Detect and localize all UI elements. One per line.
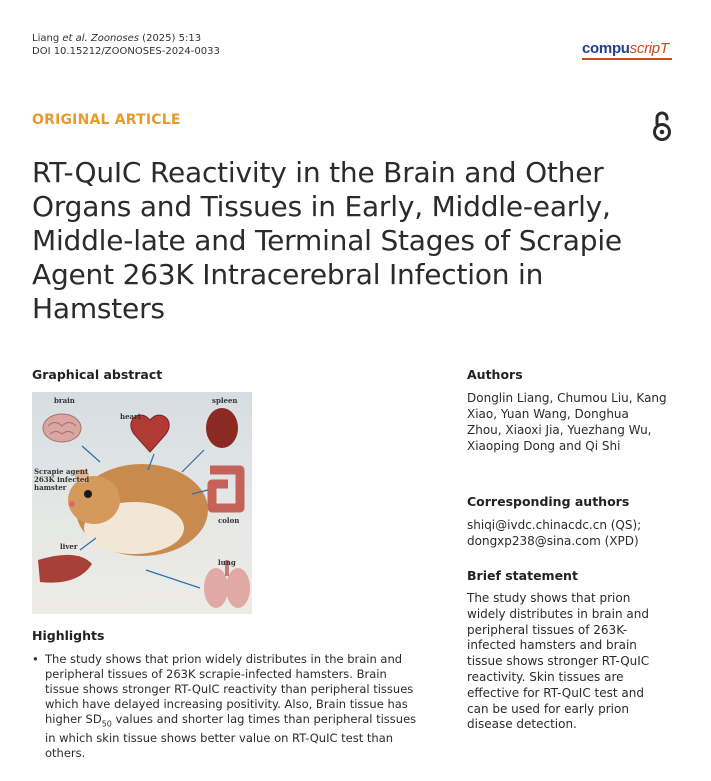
highlights-heading: Highlights — [32, 628, 105, 643]
liver-illustration — [38, 555, 92, 583]
colon-illustration — [210, 470, 240, 508]
citation-block — [32, 32, 220, 58]
label-scrapie-agent: Scrapie agent 263K infected hamster — [34, 467, 90, 492]
corresponding-heading: Corresponding authors — [467, 494, 630, 509]
citation-volume: (2025) 5:13 — [139, 33, 202, 44]
citation-journal: Zoonoses — [90, 33, 139, 44]
corresponding-email-xpd[interactable]: dongxp238@sina.com (XPD) — [467, 534, 639, 548]
bullet-marker: • — [32, 652, 39, 666]
authors-heading: Authors — [467, 367, 523, 382]
logo-compu: compu — [582, 40, 630, 57]
article-title: RT-QuIC Reactivity in the Brain and Other Organs and Tissues in Early, Middle-early, Middle-late and Terminal Stages of Scrapie Agent 263K Intracerebral Infection in Hamsters — [32, 156, 622, 325]
publisher-logo[interactable] — [582, 40, 672, 60]
label-lung: lung — [218, 558, 236, 567]
label-spleen: spleen — [212, 396, 238, 405]
label-heart: heart — [120, 412, 141, 421]
highlights-list-item — [32, 652, 422, 761]
open-access-lock-icon — [651, 110, 673, 142]
label-liver: liver — [60, 542, 78, 551]
brief-statement-text: The study shows that prion widely distributes in brain and peripheral tissues of 263K-infected hamsters and brain tissue shows stronger RT-QuIC reactivity. Skin tissues are effective for RT-QuIC test and can be used for early prion disease detection. — [467, 591, 650, 732]
corresponding-email-qs[interactable]: shiqi@ivdc.chinacdc.cn (QS); — [467, 518, 642, 532]
lung-right-illustration — [226, 568, 250, 608]
article-type-label: ORIGINAL ARTICLE — [32, 112, 181, 128]
graphical-abstract-image — [32, 392, 252, 614]
lung-left-illustration — [204, 568, 228, 608]
graphical-abstract-illustration — [32, 392, 252, 614]
citation-authors: Liang — [32, 33, 63, 44]
doi[interactable]: DOI 10.15212/ZOONOSES-2024-0033 — [32, 46, 220, 57]
logo-underline — [582, 58, 672, 60]
spleen-illustration — [206, 408, 238, 448]
label-colon: colon — [218, 516, 240, 525]
highlights-text: The study shows that prion widely distributes in the brain and peripheral tissues of 263K scrapie-infected hamsters. Brain tissue shows stronger RT-QuIC reactivity than peripheral tissues which have delayed increasing positivity. Also, Brain tissue has higher $SD_{50}$ values and shorter lag times than peripheral tissues in which skin tissue shows better value on RT-QuIC test than others. — [45, 652, 417, 761]
label-brain: brain — [54, 396, 75, 405]
citation-etal: et al. — [62, 33, 88, 44]
authors-list: Donglin Liang, Chumou Liu, Kang Xiao, Yuan Wang, Donghua Zhou, Xiaoxi Jia, Yuezhang Wu, Xiaoping Dong and Qi Shi — [467, 391, 667, 453]
citation-line — [32, 32, 220, 45]
brief-statement-heading: Brief statement — [467, 568, 578, 583]
logo-script: scripT — [629, 40, 669, 57]
graphical-abstract-heading: Graphical abstract — [32, 367, 163, 382]
brain-illustration — [43, 414, 81, 442]
